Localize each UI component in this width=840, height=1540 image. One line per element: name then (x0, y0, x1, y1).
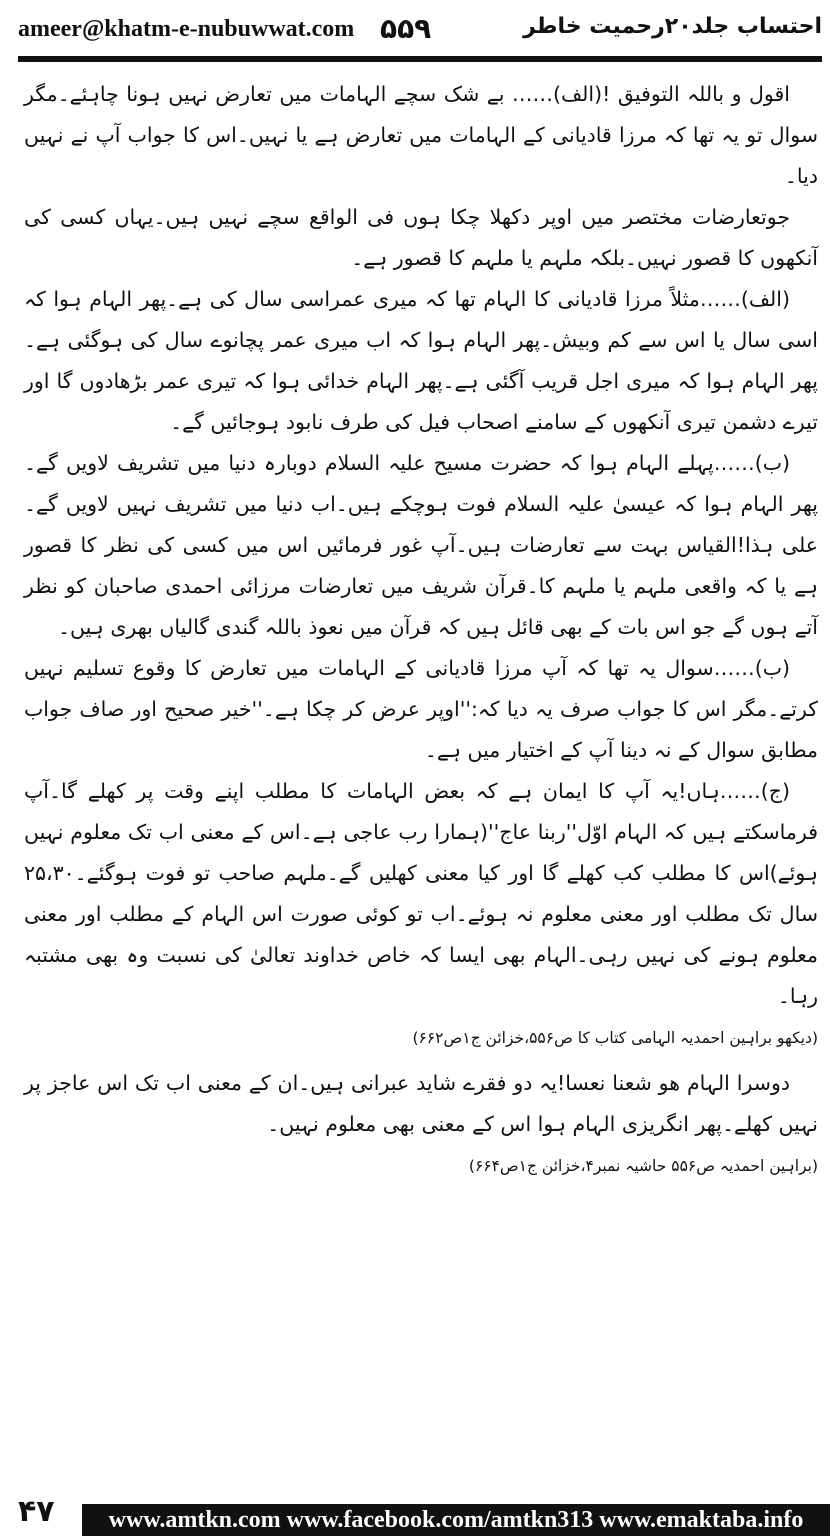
paragraph-1: اقول و باللہ التوفیق !(الف)…… بے شک سچے الہامات میں تعارض نہیں ہونا چاہئے۔مگر سوال تو یہ تھا کہ مرزا قادیانی کے الہامات میں تعارض ہے یا نہیں۔اس کا جواب آپ نے نہیں دیا۔ (24, 82, 818, 188)
footer-links-bar: www.amtkn.com www.facebook.com/amtkn313 www.emaktaba.info (82, 1504, 830, 1536)
paragraph-3: (الف)……مثلاً مرزا قادیانی کا الہام تھا کہ میری عمراسی سال کی ہے۔پھر الہام ہوا کہ اسی سال یا اس سے کم وبیش۔پھر الہام ہوا کہ اب میری عمر پچانوے سال کی ہوگئی ہے۔پھر الہام ہوا کہ میری اجل قریب آگئی ہے۔پھر الہام خدائی ہوا کہ تیری عمر بڑھادوں گا اور تیرے دشمن تیری آنکھوں کے سامنے اصحاب فیل کی طرف نابود ہوجائیں گے۔ (24, 287, 818, 434)
paragraph-4: (ب)……پہلے الہام ہوا کہ حضرت مسیح علیہ السلام دوبارہ دنیا میں تشریف لاویں گے۔پھر الہام ہوا کہ عیسیٰ علیہ السلام فوت ہوچکے ہیں۔اب دنیا میں تشریف نہیں لاویں گے۔علی ہذا!القیاس بہت سے تعارضات ہیں۔آپ غور فرمائیں اس میں کسی کی نظر کا قصور ہے یا کہ واقعی ملہم یا ملہم کا۔قرآن شریف میں تعارضات مرزائی احمدی صاحبان کو نظر آتے ہوں گے جو اس بات کے بھی قائل ہیں کہ قرآن میں نعوذ باللہ گندی گالیاں بھری ہیں۔ (24, 451, 818, 639)
paragraph-6: (ج)……ہاں!یہ آپ کا ایمان ہے کہ بعض الہامات کا مطلب اپنے وقت پر کھلے گا۔آپ فرماسکتے ہیں کہ الہام اوّل''ربنا عاج''(ہمارا رب عاجی ہے۔اس کے معنی اب تک معلوم نہیں ہوئے)اس کا مطلب کب کھلے گا اور کیا معنی کھلیں گے۔ملہم صاحب تو فوت ہوگئے۔۲۵،۳۰ سال تک مطلب اور معنی معلوم نہ ہوئے۔اب تو کوئی صورت اس الہام کے مطلب اور معنی معلوم ہونے کی نہیں رہی۔الہام بھی ایسا کہ خاص خداوند تعالیٰ کی نسبت وہ بھی مشتبہ رہا۔ (24, 779, 818, 1008)
paragraph-2: جوتعارضات مختصر میں اوپر دکھلا چکا ہوں فی الواقع سچے نہیں ہیں۔یہاں کسی کی آنکھوں کا قصور نہیں۔بلکہ ملہم یا ملہم کا قصور ہے۔ (24, 205, 818, 270)
page-body (24, 74, 818, 1191)
reference-2: (براہین احمدیہ ص۵۵۶ حاشیہ نمبر۴،خزائن ج۱ص۶۶۴) (468, 1157, 818, 1175)
page-footer (10, 1494, 830, 1540)
sheet-number: ۴۷ (18, 1494, 55, 1529)
paragraph-7: دوسرا الہام ھو شعنا نعسا!یہ دو فقرے شاید عبرانی ہیں۔ان کے معنی اب تک اس عاجز پر نہیں کھلے۔پھر انگریزی الہام ہوا اس کے معنی بھی معلوم نہیں۔ (24, 1071, 818, 1136)
paragraph-5: (ب)……سوال یہ تھا کہ آپ مرزا قادیانی کے الہامات میں تعارض کا وقوع تسلیم نہیں کرتے۔مگر اس کا جواب صرف یہ دیا کہ:''اوپر عرض کر چکا ہے۔''خیر صحیح اور صاف جواب مطابق سوال کے نہ دینا آپ کے اختیار میں ہے۔ (24, 656, 818, 762)
page-header (18, 8, 822, 54)
book-title: احتساب جلد۲۰رحمیت خاطر (523, 14, 822, 39)
header-email: ameer@khatm-e-nubuwwat.com (18, 16, 355, 42)
page-number: ۵۵۹ (380, 12, 432, 45)
header-rule (18, 56, 822, 62)
reference-1: (دیکھو براہین احمدیہ الہامی کتاب کا ص۵۵۶،خزائن ج۱ص۶۶۲) (412, 1029, 818, 1047)
